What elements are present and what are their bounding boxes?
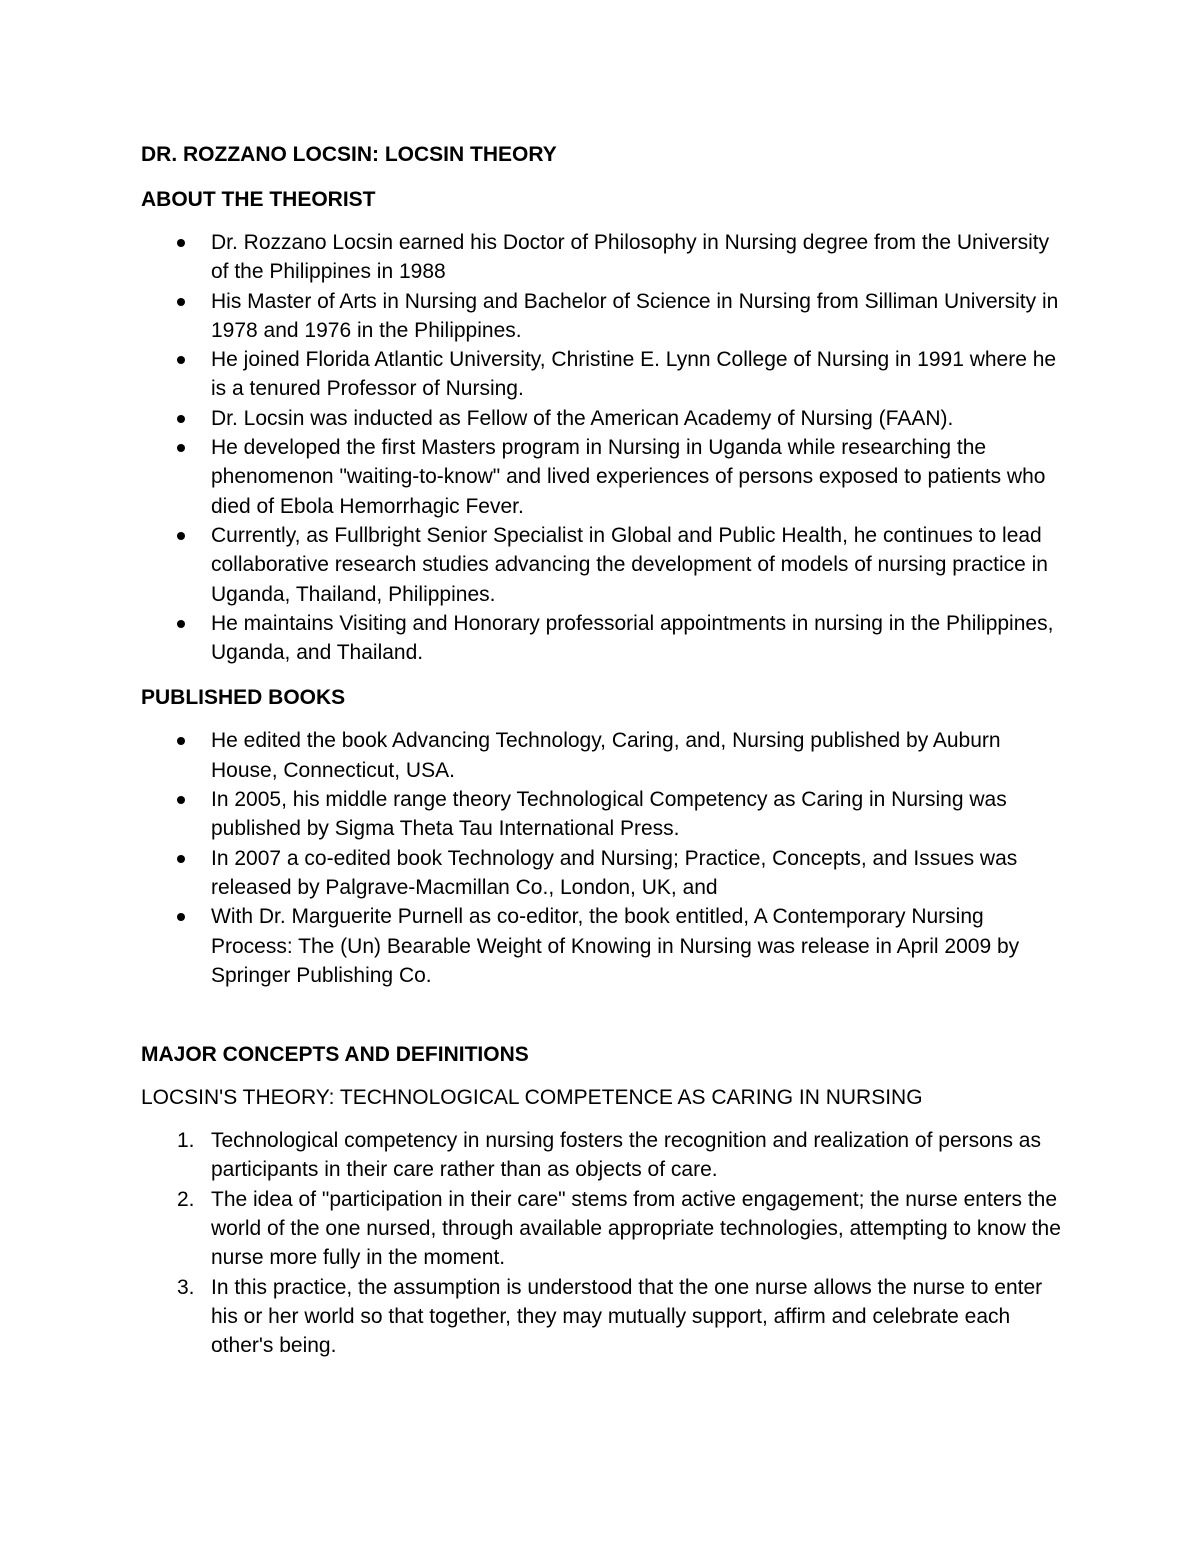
list-item: Dr. Locsin was inducted as Fellow of the American Academy of Nursing (FAAN). bbox=[141, 404, 1071, 433]
list-item: He maintains Visiting and Honorary professorial appointments in nursing in the Philippines, Uganda, and Thailand. bbox=[141, 609, 1071, 668]
list-number: 1. bbox=[177, 1129, 195, 1153]
list-item: 1. Technological competency in nursing fosters the recognition and realization of persons as participants in their care rather than as objects of care. bbox=[141, 1126, 1071, 1185]
list-item: He edited the book Advancing Technology, Caring, and, Nursing published by Auburn House, Connecticut, USA. bbox=[141, 726, 1071, 785]
list-item: In 2007 a co-edited book Technology and Nursing; Practice, Concepts, and Issues was released by Palgrave-Macmillan Co., London, UK, and bbox=[141, 844, 1071, 903]
bullet-icon bbox=[177, 532, 185, 540]
list-item: His Master of Arts in Nursing and Bachelor of Science in Nursing from Silliman University in 1978 and 1976 in the Philippines. bbox=[141, 287, 1071, 346]
list-item: 2. The idea of "participation in their care" stems from active engagement; the nurse enters the world of the one nursed, through available appropriate technologies, attempting to know the nurse more fully in the moment. bbox=[141, 1185, 1071, 1273]
bullet-icon bbox=[177, 737, 185, 745]
bullet-icon bbox=[177, 298, 185, 306]
list-item: 3. In this practice, the assumption is understood that the one nurse allows the nurse to enter his or her world so that together, they may mutually support, affirm and celebrate each other's being. bbox=[141, 1273, 1071, 1361]
about-heading: ABOUT THE THEORIST bbox=[141, 188, 376, 211]
document-title: DR. ROZZANO LOCSIN: LOCSIN THEORY bbox=[141, 143, 557, 166]
about-list bbox=[141, 228, 1071, 667]
bullet-icon bbox=[177, 855, 185, 863]
bullet-icon bbox=[177, 415, 185, 423]
list-item: Dr. Rozzano Locsin earned his Doctor of Philosophy in Nursing degree from the University of the Philippines in 1988 bbox=[141, 228, 1071, 287]
books-heading: PUBLISHED BOOKS bbox=[141, 686, 346, 710]
concepts-subheading: LOCSIN'S THEORY: TECHNOLOGICAL COMPETENCE AS CARING IN NURSING bbox=[141, 1086, 923, 1110]
concepts-heading: MAJOR CONCEPTS AND DEFINITIONS bbox=[141, 1043, 529, 1067]
bullet-icon bbox=[177, 913, 185, 921]
books-list bbox=[141, 726, 1071, 990]
document-page bbox=[141, 140, 1071, 1377]
bullet-icon bbox=[177, 239, 185, 247]
bullet-icon bbox=[177, 620, 185, 628]
list-number: 3. bbox=[177, 1275, 195, 1299]
list-item: He joined Florida Atlantic University, Christine E. Lynn College of Nursing in 1991 where he is a tenured Professor of Nursing. bbox=[141, 345, 1071, 404]
bullet-icon bbox=[177, 796, 185, 804]
list-item: In 2005, his middle range theory Technological Competency as Caring in Nursing was published by Sigma Theta Tau International Press. bbox=[141, 785, 1071, 844]
bullet-icon bbox=[177, 444, 185, 452]
list-item: Currently, as Fullbright Senior Specialist in Global and Public Health, he continues to lead collaborative research studies advancing the development of models of nursing practice in Uganda, Thailand, Philippines. bbox=[141, 521, 1071, 609]
list-number: 2. bbox=[177, 1187, 195, 1211]
spacer bbox=[141, 1006, 1071, 1040]
list-item: With Dr. Marguerite Purnell as co-editor, the book entitled, A Contemporary Nursing Process: The (Un) Bearable Weight of Knowing in Nursing was release in April 2009 by Springer Publishing Co. bbox=[141, 902, 1071, 990]
list-item: He developed the first Masters program in Nursing in Uganda while researching the phenomenon "waiting-to-know" and lived experiences of persons exposed to patients who died of Ebola Hemorrhagic Fever. bbox=[141, 433, 1071, 521]
concepts-list bbox=[141, 1126, 1071, 1360]
bullet-icon bbox=[177, 356, 185, 364]
